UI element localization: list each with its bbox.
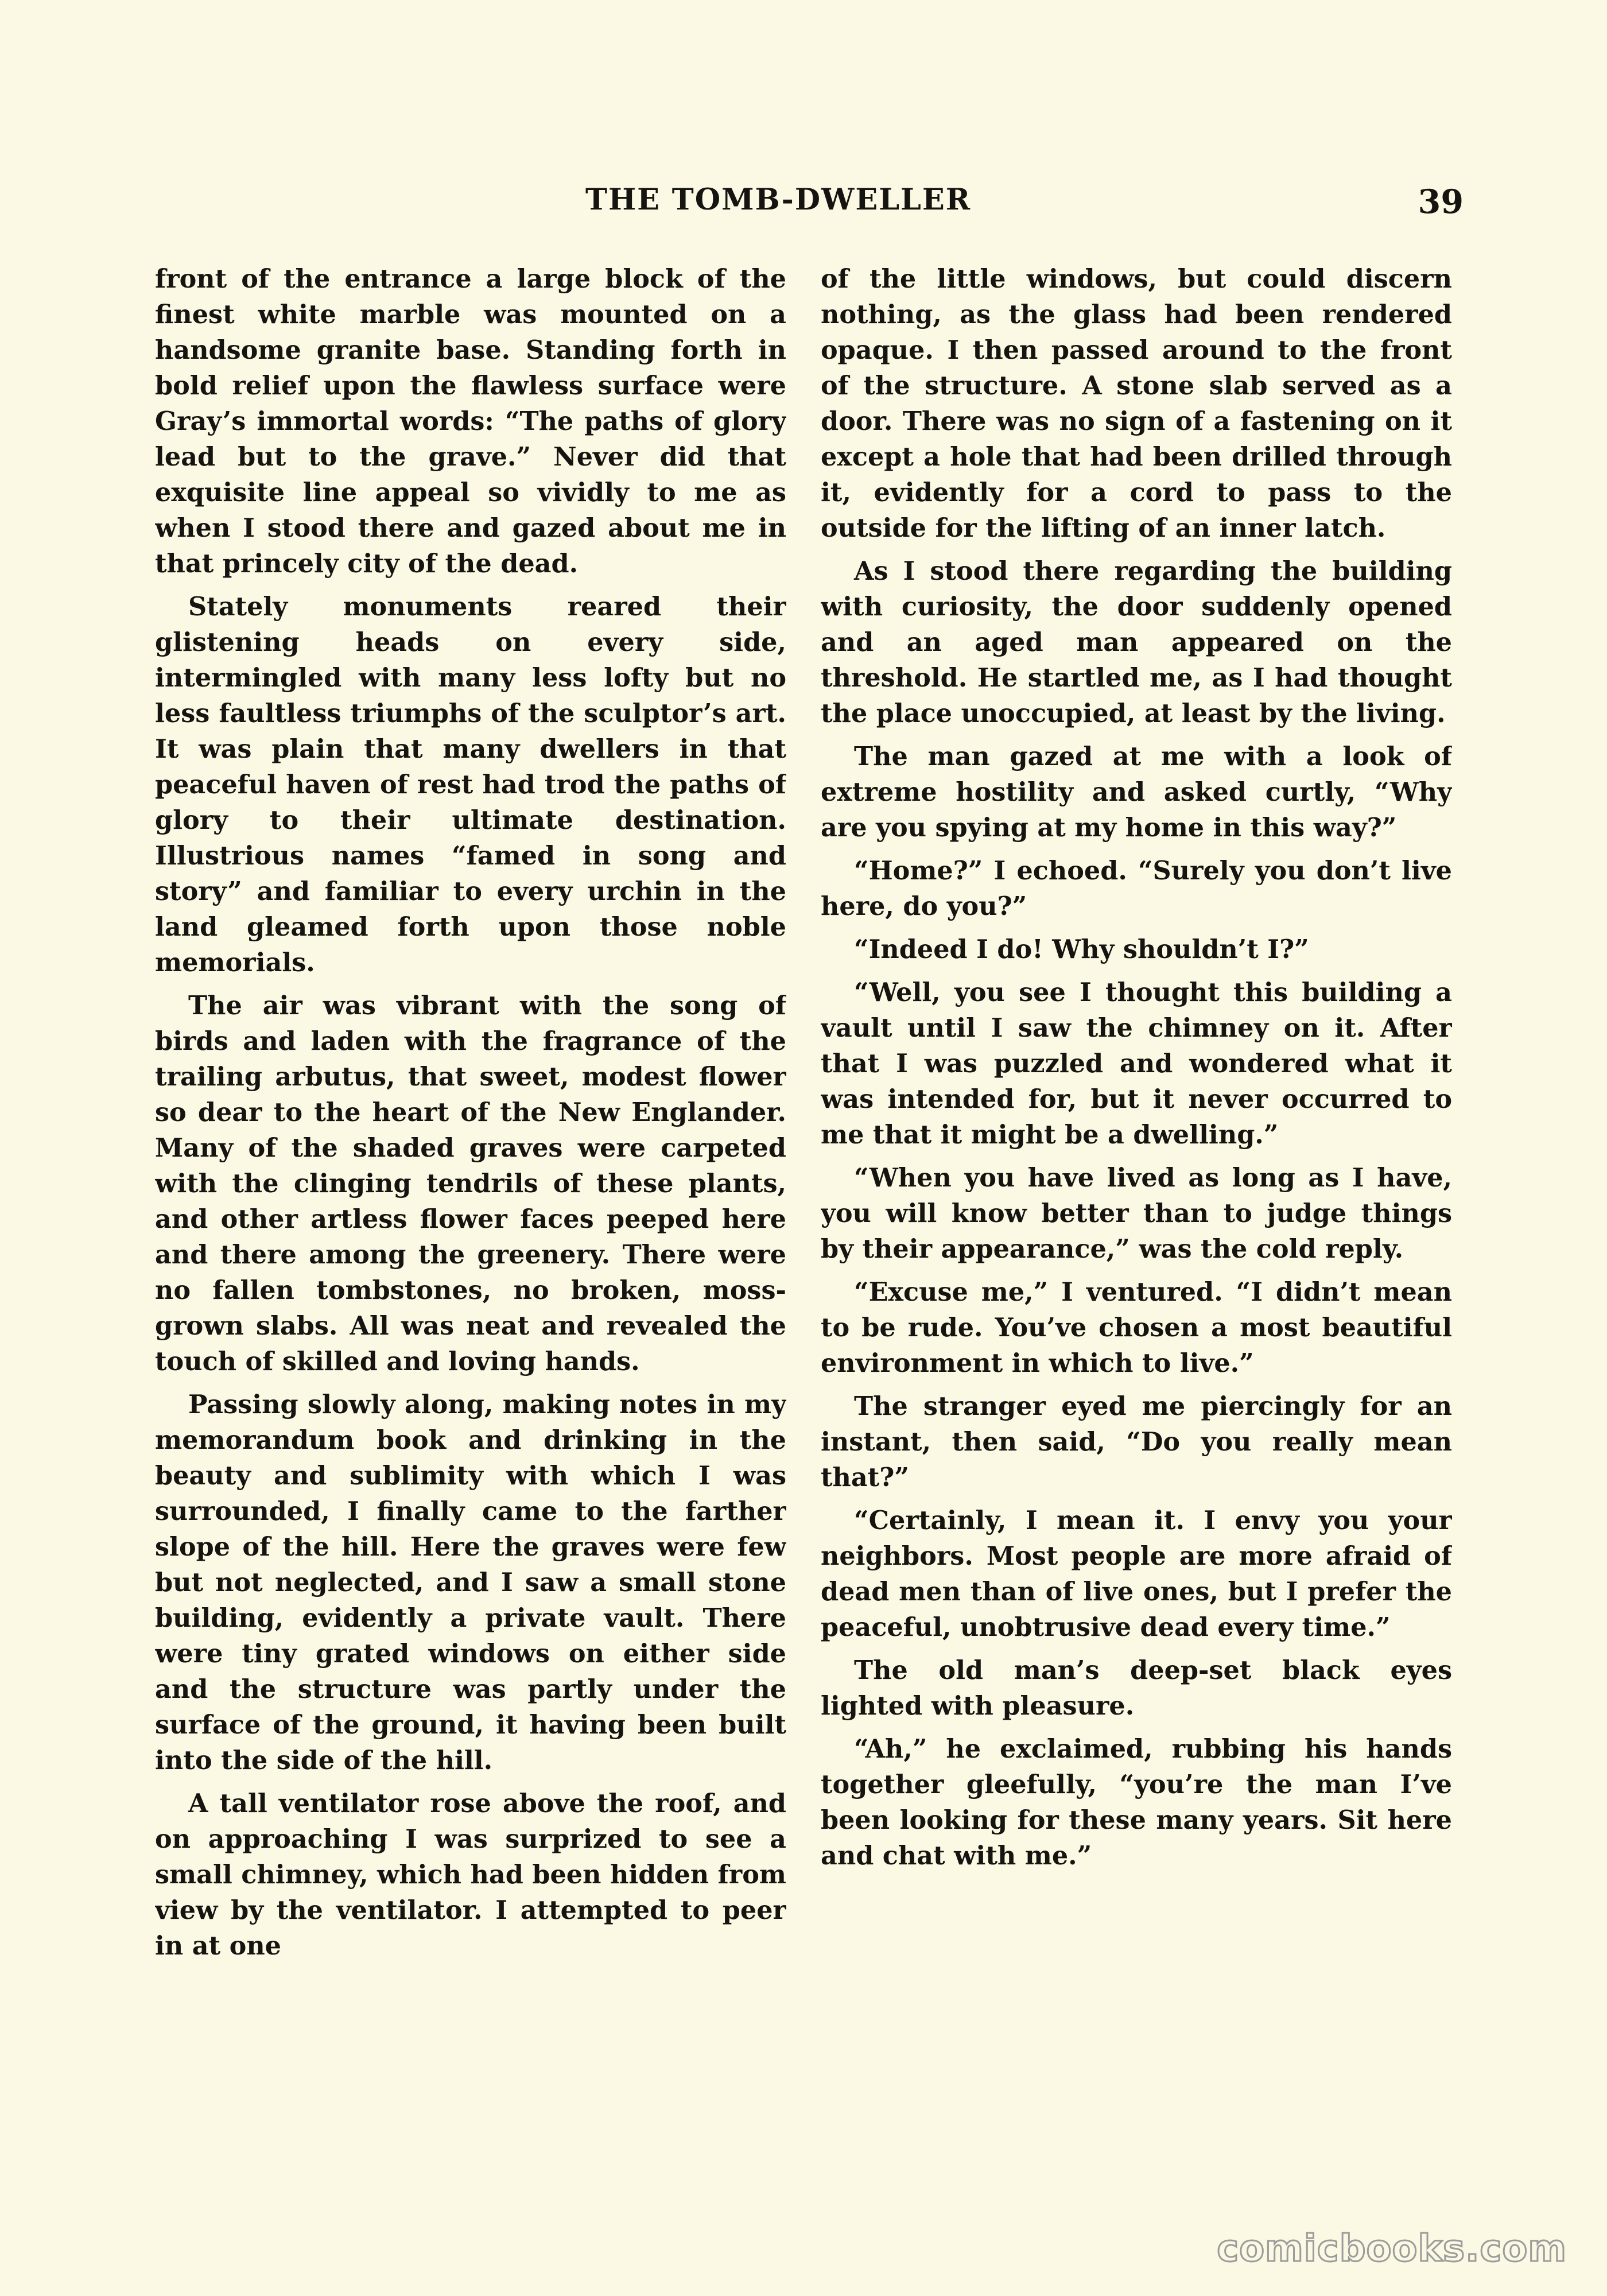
paragraph: of the little windows, but could discern nothing, as the glass had been rendered opaque. I then passed around to the front of the structure. A stone slab served as a door. There was no sign of a fastening on it except a hole that had been drilled through it, evidently for a cord to pass to the outside for the lifting of an inner latch. <box>821 264 1452 543</box>
paragraph: front of the entrance a large block of the finest white marble was mounted on a handsome granite base. Standing forth in bold relief upon the flawless surface were Gray’s immortal words: “The paths of glory lead but to the grave.” Never did that exquisite line appeal so vividly to me as when I stood there and gazed about me in that princely city of the dead. <box>155 264 786 579</box>
paragraph: “Certainly, I mean it. I envy you your neighbors. Most people are more afraid of dead men than of live ones, but I prefer the peaceful, unobtrusive dead every time.” <box>821 1506 1452 1642</box>
paragraph: The air was vibrant with the song of birds and laden with the fragrance of the trailing arbutus, that sweet, modest flower so dear to the heart of the New Englander. Many of the shaded graves were carpeted with the clinging tendrils of these plants, and other artless flower faces peeped here and there among the greenery. There were no fallen tombstones, no broken, moss-grown slabs. All was neat and revealed the touch of skilled and loving hands. <box>155 991 786 1376</box>
paragraph: “Ah,” he exclaimed, rubbing his hands together gleefully, “you’re the man I’ve been looking for these many years. Sit here and chat with me.” <box>821 1734 1452 1871</box>
paragraph: As I stood there regarding the building with curiosity, the door suddenly opened and an aged man appeared on the threshold. He startled me, as I had thought the place unoccupied, at least by the living. <box>821 556 1452 728</box>
paragraph: Passing slowly along, making notes in my memorandum book and drinking in the beauty and sublimity with which I was surrounded, I finally came to the farther slope of the hill. Here the graves were few but not neglected, and I saw a small stone building, evidently a private vault. There were tiny grated windows on either side and the structure was partly under the surface of the ground, it having been built into the side of the hill. <box>155 1390 786 1775</box>
page-header <box>585 183 1464 223</box>
paragraph: The stranger eyed me piercingly for an instant, then said, “Do you really mean that?” <box>821 1391 1452 1492</box>
paragraph: “Home?” I echoed. “Surely you don’t live here, do you?” <box>821 856 1452 921</box>
page-number: 39 <box>1418 183 1464 221</box>
running-title: THE TOMB-DWELLER <box>585 183 972 217</box>
paragraph: Stately monuments reared their glistening heads on every side, intermingled with many less lofty but no less faultless triumphs of the sculptor’s art. It was plain that many dwellers in that peaceful haven of rest had trod the paths of glory to their ultimate destination. Illustrious names “famed in song and story” and familiar to every urchin in the land gleamed forth upon those noble memorials. <box>155 592 786 978</box>
paragraph: “Well, you see I thought this building a vault until I saw the chimney on it. After that I was puzzled and wondered what it was intended for, but it never occurred to me that it might be a dwelling.” <box>821 978 1452 1150</box>
watermark-logo: comicbooks.com <box>1217 2228 1567 2270</box>
left-column <box>155 261 786 2127</box>
paragraph: The man gazed at me with a look of extreme hostility and asked curtly, “Why are you spying at my home in this way?” <box>821 742 1452 843</box>
right-column <box>821 261 1452 2127</box>
paragraph: “When you have lived as long as I have, you will know better than to judge things by their appearance,” was the cold reply. <box>821 1163 1452 1264</box>
paragraph: “Excuse me,” I ventured. “I didn’t mean to be rude. You’ve chosen a most beautiful environment in which to live.” <box>821 1277 1452 1378</box>
paragraph: A tall ventilator rose above the roof, and on approaching I was surprized to see a small chimney, which had been hidden from view by the ventilator. I attempted to peer in at one <box>155 1789 786 1961</box>
paragraph: “Indeed I do! Why shouldn’t I?” <box>854 934 1309 964</box>
paragraph: The old man’s deep-set black eyes lighted with pleasure. <box>821 1655 1452 1721</box>
